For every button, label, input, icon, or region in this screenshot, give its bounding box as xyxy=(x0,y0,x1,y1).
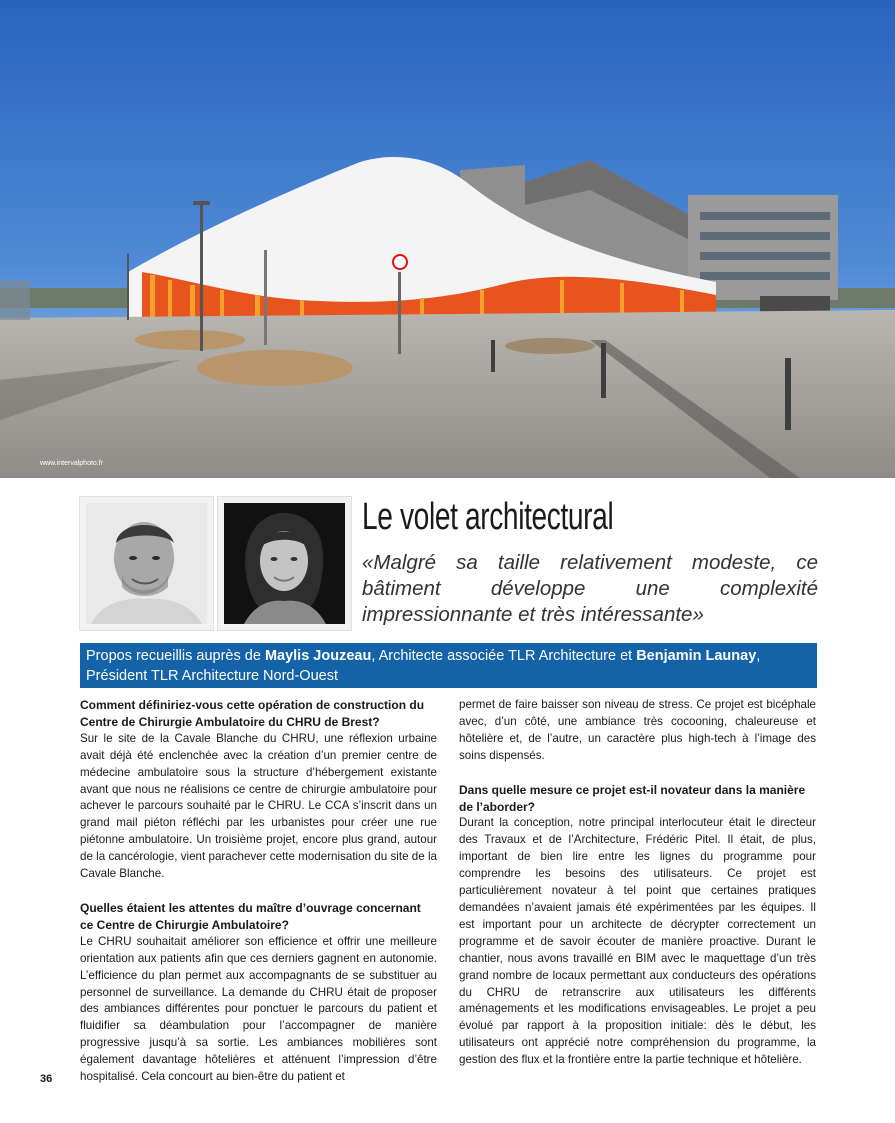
answer-2-continued: permet de faire baisser son niveau de stress. Ce projet est bicéphale avec, d’un côté, une ambiance très cocooning, chaleureuse et hôtelière et, de l’autre, un caractère plus high-tech à l’image des soins dispensés. xyxy=(459,698,816,762)
question-1: Comment définiriez-vous cette opération de construction du Centre de Chirurgie Ambulatoire du CHRU de Brest? xyxy=(80,698,425,729)
hero-photo xyxy=(0,0,895,478)
answer-2: Le CHRU souhaitait améliorer son efficience et offrir une meilleure orientation aux patients afin que ces derniers gagnent en autonomie. L’efficience du plan permet aux accompagnants de se substituer au personnel de surveillance. La demande du CHRU était de proposer des ambiances différentes pour ponctuer le parcours du patient et fluidifier sa déambulation pour l’accompagner de manière progressive jusqu’à sa sortie. Les ambiances mobilières sont également davantage hôtelières et atténuent l’impression d’être hospitalisé. Cela concourt au bien-être du patient et xyxy=(80,934,437,1084)
question-3: Dans quelle mesure ce projet est-il novateur dans la manière de l’aborder? xyxy=(459,782,806,814)
woman-portrait-illustration xyxy=(224,503,345,624)
band-name-2: Benjamin Launay xyxy=(636,648,757,664)
question-2: Quelles étaient les attentes du maître d’ouvrage concernant ce Centre de Chirurgie Ambulatoire? xyxy=(80,900,421,932)
band-name-1: Maylis Jouzeau xyxy=(264,648,372,664)
portrait-woman xyxy=(218,497,351,630)
article-column-right xyxy=(459,697,816,1069)
band-suffix: , Président TLR Architecture Nord-Ouest xyxy=(86,648,761,684)
man-portrait-illustration xyxy=(86,503,207,624)
building-illustration xyxy=(0,0,895,478)
pull-quote: «Malgré sa taille relativement modeste, ce bâtiment développe une complexité impressionnante et très intéressante» xyxy=(362,551,818,626)
band-middle: , Architecte associée TLR Architecture et xyxy=(371,648,637,664)
portrait-man xyxy=(80,497,213,630)
page-number: 36 xyxy=(40,1073,53,1085)
page-title: Le volet architectural xyxy=(362,496,614,538)
band-prefix: Propos recueillis auprès de xyxy=(86,648,265,664)
article-column-left xyxy=(80,697,437,1086)
answer-1: Sur le site de la Cavale Blanche du CHRU, une réflexion urbaine avait déjà été enclenchée avec la création d’un premier centre de médecine ambulatoire sous la structure d’hébergement existante avant que nous ne réalisions ce centre de chirurgie ambulatoire pour achever le parcours souhaité par le CHRU. Le CCA s’inscrit dans un grand mail piéton réfléchi par les urbanistes pour créer une rue piétonne ambulatoire. Un troisième projet, encore plus grand, autour de la cancérologie, vient parachever cette modernisation du site de la Cavale Blanche. xyxy=(80,731,437,881)
photo-credit: www.intervalphoto.fr xyxy=(40,460,104,467)
interview-credit-band xyxy=(80,643,817,688)
answer-3: Durant la conception, notre principal interlocuteur était le directeur des Travaux et de l’Architecture, Frédéric Pitel. Il était, de plus, important de bien lire entre les lignes du programme pour comprendre les besoins des utilisateurs. Ce projet est particulièrement novateur à tel point que certaines pratiques demandées n’avaient jamais été expérimentées par les équipes. Il est important pour un architecte de décrypter correctement un programme et de savoir écouter de manière proactive. Durant le chantier, nous avons travaillé en BIM avec le maquettage d’un très grand nombre de locaux permettant aux conducteurs des opérations du CHRU de retranscrire aux utilisateurs les différents aménagements et les modifications envisageables. Le projet a peu évolué par rapport à la proposition initiale: dès le début, les utilisateurs ont apprécié notre compréhension du programme, la gestion des flux et la frontière entre la partie technique et hôtelière. xyxy=(459,816,816,1067)
